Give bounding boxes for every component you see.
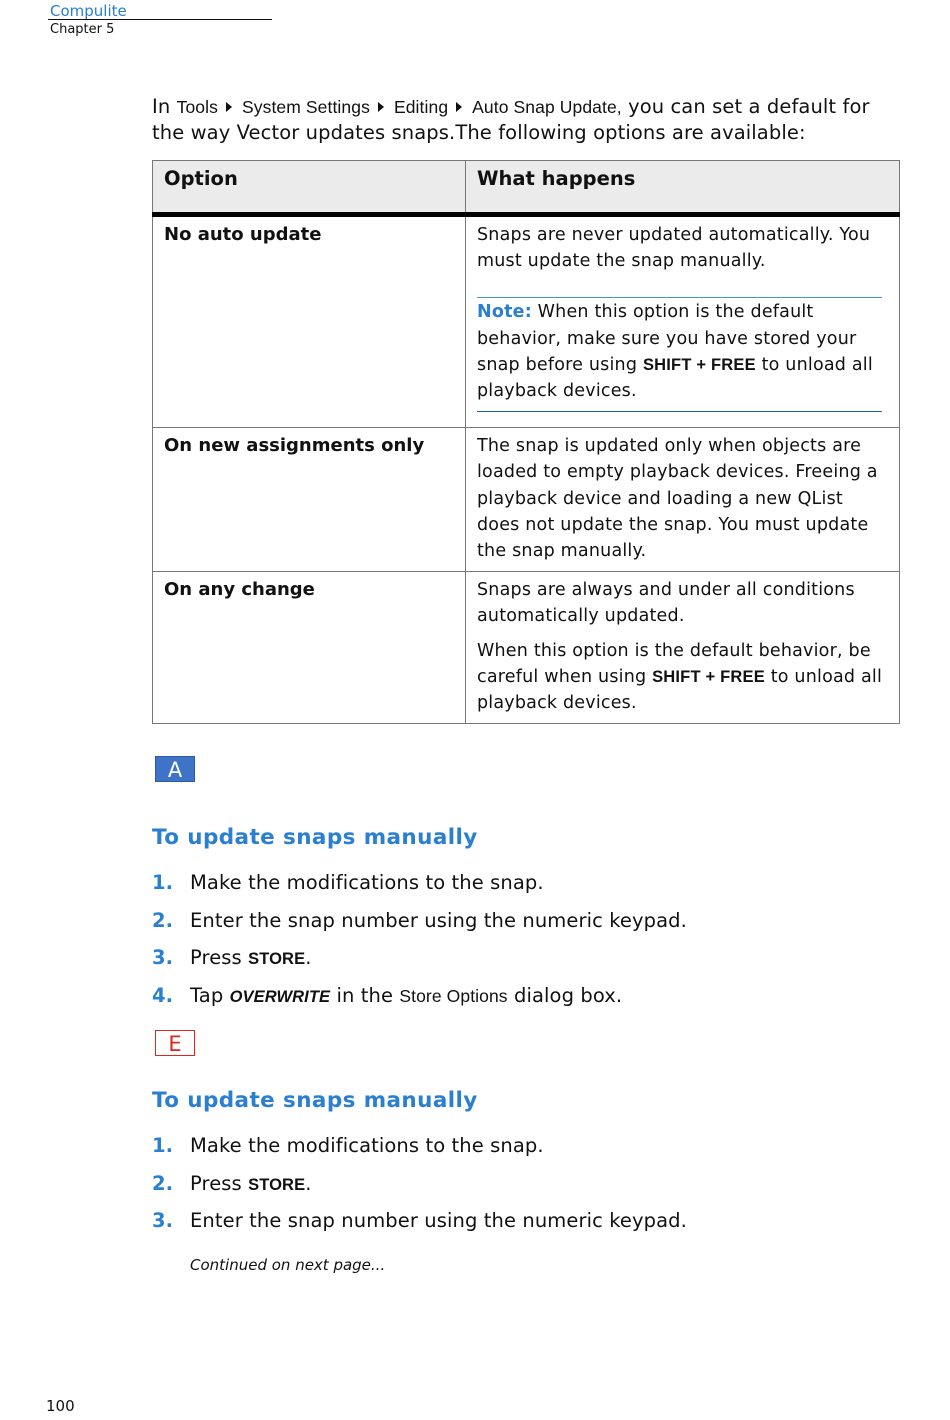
step-number: 4. <box>152 984 174 1008</box>
section-a-heading: To update snaps manually <box>152 825 478 850</box>
menu-arrow-icon <box>226 102 232 112</box>
header-brand[interactable]: Compulite <box>50 2 127 20</box>
table-row <box>153 215 900 428</box>
description-text: Snaps are always and under all conditions automatically updated. <box>477 580 855 627</box>
step-text-end: dialog box. <box>513 984 623 1008</box>
intro-paragraph <box>152 94 902 146</box>
section-a-steps <box>152 870 687 1021</box>
note-text: When this option is the default behavior, make sure you have stored your snap before using <box>477 302 857 375</box>
step-number: 2. <box>152 908 174 932</box>
menu-path-tools: Tools <box>176 97 218 117</box>
option-name: No auto update <box>153 215 466 428</box>
description-text: Snaps are never updated automatically. You must update the snap manually. <box>477 225 871 272</box>
list-item <box>152 945 687 983</box>
step-text: Make the modifications to the snap. <box>190 871 544 894</box>
step-text: Tap <box>190 984 224 1008</box>
list-item <box>152 1171 687 1209</box>
intro-prefix: In <box>152 95 171 118</box>
description-text-2 <box>477 638 888 717</box>
option-description: The snap is updated only when objects are loaded to empty playback devices. Freeing a playback device and loading a new QList does not update the snap. You must update the snap manually. <box>466 428 900 572</box>
key-store: STORE <box>248 950 306 969</box>
note-text-end: to unload all playback devices. <box>477 354 873 402</box>
header-what-happens: What happens <box>466 161 900 215</box>
continued-note: Continued on next page... <box>190 1256 386 1274</box>
menu-arrow-icon <box>378 102 384 112</box>
key-store: STORE <box>248 1175 306 1194</box>
options-table <box>152 160 900 724</box>
list-item <box>152 870 687 908</box>
option-name: On new assignments only <box>153 428 466 572</box>
note-box <box>477 297 882 412</box>
intro-text: you can set a default for the way Vector updates snaps.The following options are available: <box>152 95 870 144</box>
step-text-mid: in the <box>336 984 394 1008</box>
step-text: Enter the snap number using the numeric keypad. <box>190 1209 687 1233</box>
menu-arrow-icon <box>456 102 462 112</box>
step-number: 3. <box>152 1209 174 1233</box>
key-overwrite: OVERWRITE <box>229 988 331 1007</box>
header-rule <box>48 19 272 20</box>
option-description <box>466 572 900 724</box>
table-row <box>153 428 900 572</box>
step-number: 1. <box>152 1134 174 1157</box>
list-item <box>152 908 687 946</box>
step-text: Make the modifications to the snap. <box>190 1134 544 1157</box>
menu-path-system-settings: System Settings <box>241 97 370 117</box>
section-e-steps <box>152 1133 687 1246</box>
step-text: Press <box>190 1171 242 1195</box>
description-text-2b: to unload all playback devices. <box>477 666 883 714</box>
header-chapter: Chapter 5 <box>50 22 115 37</box>
list-item <box>152 983 687 1021</box>
option-name: On any change <box>153 572 466 724</box>
table-header-row <box>153 161 900 215</box>
list-item <box>152 1133 687 1171</box>
page-number: 100 <box>46 1397 75 1415</box>
description-text-2a: When this option is the default behavior, be careful when using <box>477 640 871 687</box>
header-option: Option <box>153 161 466 215</box>
console-badge-a: A <box>155 756 195 782</box>
step-text: Press <box>190 946 242 970</box>
key-shift-free: SHIFT + FREE <box>652 667 765 686</box>
dialog-name: Store Options <box>399 986 508 1007</box>
section-e-heading: To update snaps manually <box>152 1088 478 1113</box>
option-description <box>466 215 900 428</box>
menu-path-editing: Editing <box>393 97 449 117</box>
step-number: 1. <box>152 871 174 894</box>
console-badge-e: E <box>155 1030 195 1056</box>
step-text-end: . <box>305 1171 312 1195</box>
step-number: 2. <box>152 1171 174 1195</box>
table-row <box>153 572 900 724</box>
step-text-end: . <box>305 946 312 970</box>
note-label: Note: <box>477 302 532 323</box>
key-shift-free: SHIFT + FREE <box>642 355 756 374</box>
menu-path-auto-snap-update: Auto Snap Update, <box>472 97 622 117</box>
step-number: 3. <box>152 946 174 970</box>
list-item <box>152 1208 687 1246</box>
step-text: Enter the snap number using the numeric keypad. <box>190 908 687 932</box>
